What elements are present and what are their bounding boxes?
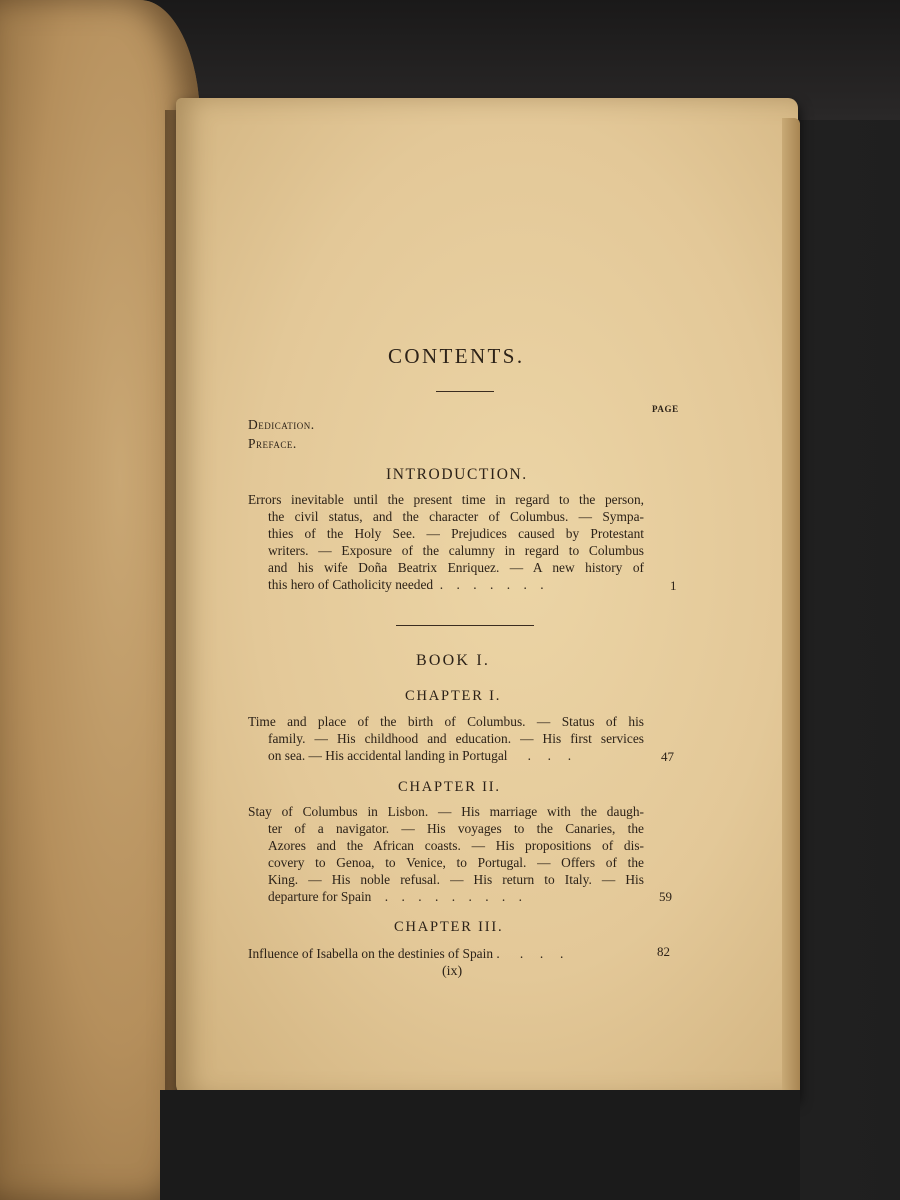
entry-line: and his wife Doña Beatrix Enriquez. — A new history of	[268, 560, 644, 575]
section-rule	[396, 625, 534, 626]
leader-dots: . . . . . . .	[433, 577, 544, 592]
entry-line: Stay of Columbus in Lisbon. — His marriage with the daugh-	[248, 804, 644, 819]
introduction-entry	[248, 491, 644, 593]
page-number: 1	[670, 578, 677, 593]
chapter-3-heading: CHAPTER III.	[394, 919, 504, 935]
entry-line-last	[248, 576, 644, 593]
chapter-2-heading: CHAPTER II.	[398, 779, 501, 795]
entry-line: ter of a navigator. — His voyages to the Canaries, the	[268, 821, 644, 836]
chapter-1-entry	[248, 713, 644, 764]
page-number: 47	[661, 749, 674, 764]
page-number: 82	[657, 944, 670, 959]
entry-line-last	[248, 747, 644, 764]
page-title: CONTENTS.	[388, 344, 525, 368]
dedication-entry: Dedication.	[248, 417, 315, 432]
entry-line: King. — His noble refusal. — His return to Italy. — His	[268, 872, 644, 887]
chapter-3-entry	[248, 945, 644, 962]
page-number: 59	[659, 889, 672, 904]
leader-dots: . . .	[507, 748, 572, 763]
entry-line: covery to Genoa, to Venice, to Portugal. — Offers of the	[268, 855, 644, 870]
page-edge	[782, 118, 800, 1096]
page-folio: (ix)	[442, 964, 463, 979]
entry-line-last	[248, 888, 644, 905]
chapter-2-entry	[248, 803, 644, 905]
chapter-1-heading: CHAPTER I.	[405, 688, 502, 704]
entry-text: on sea. — His accidental landing in Portugal	[268, 748, 508, 763]
entry-text: this hero of Catholicity needed	[268, 577, 434, 592]
book-heading: BOOK I.	[416, 652, 491, 669]
background-bottom	[160, 1090, 800, 1200]
entry-line: Errors inevitable until the present time in regard to the person,	[248, 492, 644, 507]
leader-dots: . . . .	[493, 946, 564, 961]
entry-line: the civil status, and the character of Columbus. — Sympa-	[268, 509, 644, 524]
entry-line: Time and place of the birth of Columbus. — Status of his	[248, 714, 644, 729]
title-rule	[436, 391, 494, 392]
preface-entry: Preface.	[248, 436, 297, 451]
page-column-label: PAGE	[652, 404, 679, 414]
entry-line: writers. — Exposure of the calumny in regard to Columbus	[268, 543, 644, 558]
leader-dots: . . . . . . . . .	[371, 889, 523, 904]
entry-text: departure for Spain	[268, 889, 372, 904]
entry-line-last	[248, 945, 644, 962]
entry-text: Influence of Isabella on the destinies of Spain	[248, 946, 494, 961]
entry-line: Azores and the African coasts. — His propositions of dis-	[268, 838, 644, 853]
entry-line: thies of the Holy See. — Prejudices caused by Protestant	[268, 526, 644, 541]
introduction-heading: INTRODUCTION.	[386, 466, 528, 483]
entry-line: family. — His childhood and education. — His first services	[268, 731, 644, 746]
